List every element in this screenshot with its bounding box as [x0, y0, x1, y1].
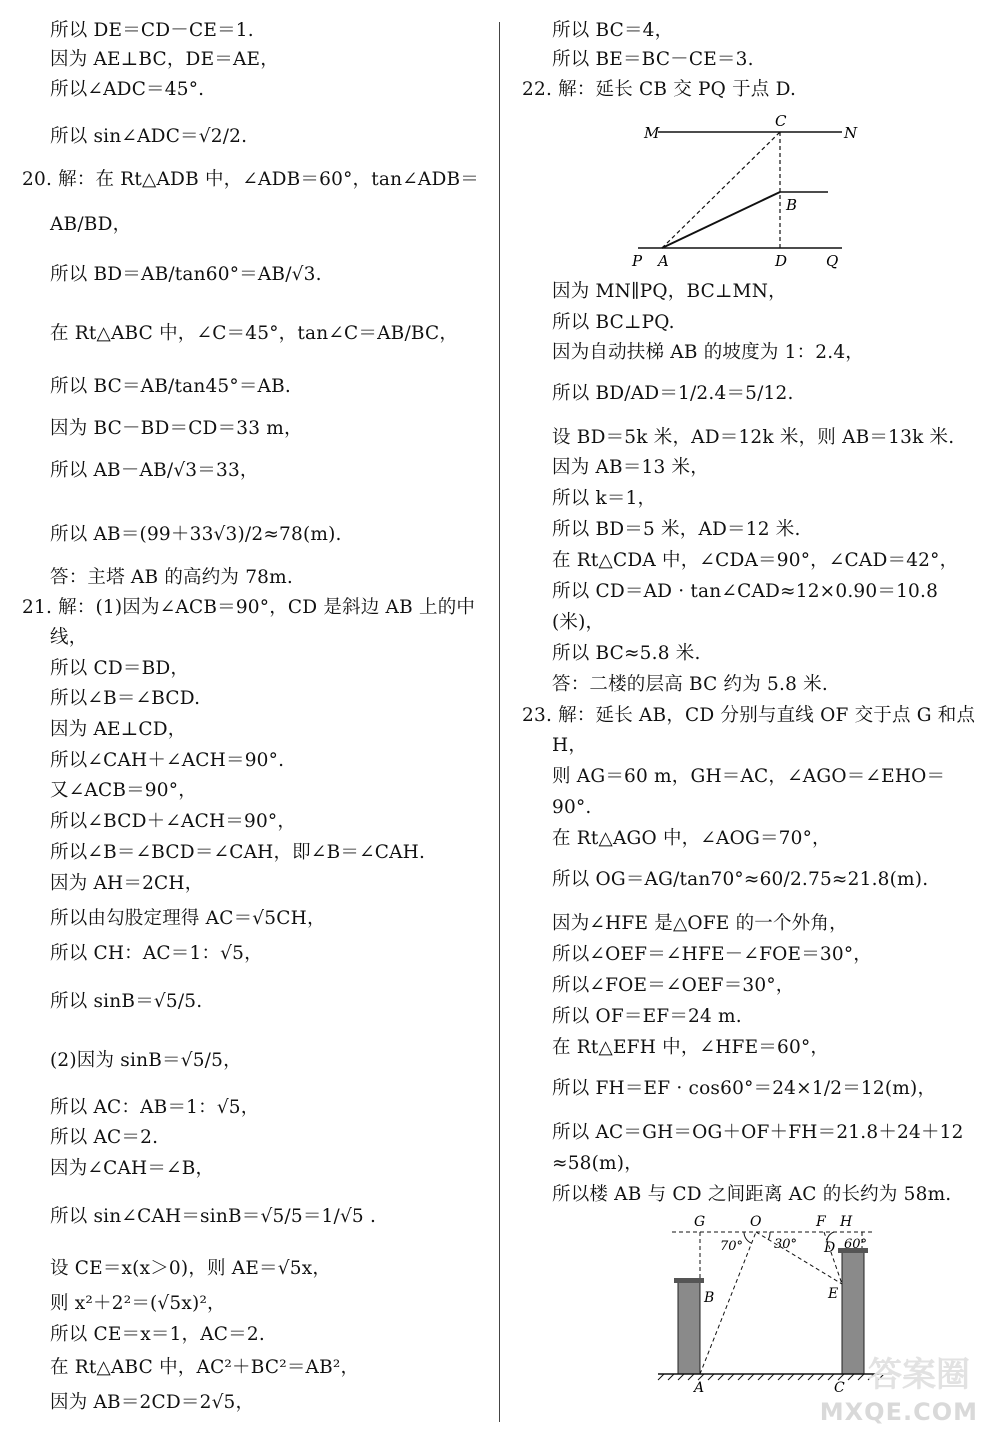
solution-line: 因为 AE⊥CD， — [50, 719, 187, 740]
solution-line: 因为 MN∥PQ，BC⊥MN， — [552, 281, 787, 302]
label-b: B — [786, 196, 798, 214]
building-ab — [678, 1282, 700, 1374]
solution-line: 所以 OG＝AG/tan70°≈60/2.75≈21.8(m). — [552, 869, 929, 890]
solution-line: 所以 FH＝EF · cos60°＝24×1/2＝12(m)， — [552, 1078, 937, 1099]
angle-arc-70 — [744, 1232, 751, 1243]
solution-line: 所以∠BCD＋∠ACH＝90°， — [50, 811, 297, 832]
solution-line: (2)因为 sinB＝√5/5， — [50, 1050, 242, 1071]
solution-line: 又∠ACB＝90°， — [50, 780, 197, 801]
answer-line: 答：二楼的层高 BC 约为 5.8 米. — [552, 674, 828, 695]
label-b: B — [704, 1290, 715, 1306]
solution-line: 所以 sin∠CAH＝sinB＝√5/5＝1/√5 . — [50, 1206, 377, 1227]
label-n: N — [844, 124, 858, 142]
label-a: A — [694, 1380, 705, 1396]
solution-line: 所以 k＝1， — [552, 488, 657, 509]
solution-line: 所以∠B＝∠BCD＝∠CAH，即∠B＝∠CAH. — [50, 842, 426, 863]
problem-23-heading: 23. 解：延长 AB，CD 分别与直线 OF 交于点 G 和点 — [522, 705, 976, 726]
problem-20-heading: 20. 解：在 Rt△ADB 中，∠ADB＝60°，tan∠ADB＝ — [22, 169, 479, 190]
problem-21-heading: 21. 解：(1)因为∠ACB＝90°，CD 是斜边 AB 上的中 — [22, 597, 476, 618]
solution-line: 则 x²＋2²＝(√5x)²， — [50, 1293, 226, 1314]
solution-line: 因为 AB＝2CD＝2√5， — [50, 1392, 255, 1413]
solution-line: 因为自动扶梯 AB 的坡度为 1：2.4， — [552, 342, 864, 363]
solution-line: 因为∠HFE 是△OFE 的一个外角， — [552, 913, 848, 934]
label-h: H — [840, 1214, 853, 1230]
solution-line: 所以由勾股定理得 AC＝√5CH， — [50, 908, 326, 929]
label-angle-60: 60° — [844, 1237, 868, 1252]
building-cd — [842, 1252, 864, 1374]
left-column — [0, 0, 498, 1436]
solution-line: 所以 sin∠ADC＝√2/2. — [50, 126, 248, 147]
solution-line: 所以 BD＝AB/tan60°＝AB/√3. — [50, 264, 322, 285]
label-m: M — [644, 124, 660, 142]
solution-line: 所以 CE＝x＝1，AC＝2. — [50, 1324, 265, 1345]
solution-line: 所以 AC＝2. — [50, 1127, 159, 1148]
solution-line: 所以∠CAH＋∠ACH＝90°. — [50, 750, 285, 771]
solution-line: 在 Rt△AGO 中，∠AOG＝70°， — [552, 828, 831, 849]
line-ac — [662, 132, 780, 248]
solution-line: 因为 AE⊥BC，DE＝AE， — [50, 49, 279, 70]
label-p: P — [632, 252, 643, 270]
watermark-logo: 答案圈 — [868, 1355, 970, 1395]
solution-line: 在 Rt△ABC 中，∠C＝45°，tan∠C＝AB/BC， — [50, 323, 459, 344]
solution-line: 因为∠CAH＝∠B， — [50, 1158, 215, 1179]
solution-line: 所以 AC：AB＝1：√5， — [50, 1097, 260, 1118]
label-f: F — [816, 1214, 826, 1230]
label-d: D — [775, 252, 788, 270]
angle-arc-30 — [768, 1232, 770, 1240]
figure-22-diagram — [632, 110, 858, 270]
solution-line: 所以 CH：AC＝1：√5， — [50, 943, 263, 964]
solution-line: 在 Rt△ABC 中，AC²＋BC²＝AB²， — [50, 1357, 360, 1378]
label-angle-70: 70° — [720, 1239, 744, 1254]
answer-line: 答：主塔 AB 的高约为 78m. — [50, 567, 293, 588]
label-o: O — [750, 1214, 762, 1230]
solution-line: 所以 AB－AB/√3＝33， — [50, 460, 259, 481]
solution-line: 所以 BD/AD＝1/2.4＝5/12. — [552, 383, 794, 404]
problem-22-heading: 22. 解：延长 CB 交 PQ 于点 D. — [522, 79, 797, 100]
solution-line: 因为 AH＝2CH， — [50, 873, 204, 894]
solution-line: ≈58(m)， — [552, 1153, 643, 1174]
figure-23-diagram — [652, 1212, 892, 1397]
label-e: E — [828, 1286, 839, 1302]
escalator-ab — [662, 192, 780, 248]
angle-arc-60 — [827, 1232, 834, 1240]
solution-line: AB/BD， — [50, 214, 132, 235]
solution-line: 所以 BC＝4， — [552, 20, 674, 41]
solution-line: 在 Rt△EFH 中，∠HFE＝60°， — [552, 1037, 830, 1058]
building-ab-roof — [674, 1278, 704, 1283]
solution-line: 所以∠ADC＝45°. — [50, 79, 205, 100]
solution-line: 设 BD＝5k 米，AD＝12k 米，则 AB＝13k 米. — [552, 427, 955, 448]
solution-line: 所以∠OEF＝∠HFE－∠FOE＝30°， — [552, 944, 872, 965]
label-g: G — [694, 1214, 706, 1230]
solution-line: 所以楼 AB 与 CD 之间距离 AC 的长约为 58m. — [552, 1184, 952, 1205]
label-q: Q — [826, 252, 839, 270]
solution-line: 所以∠FOE＝∠OEF＝30°， — [552, 975, 795, 996]
label-c: C — [775, 112, 787, 130]
solution-line: 所以 BC＝AB/tan45°＝AB. — [50, 376, 291, 397]
solution-line: 所以 CD＝BD， — [50, 658, 190, 679]
watermark-url: MXQE.COM — [819, 1398, 978, 1426]
label-c: C — [834, 1380, 845, 1396]
solution-line: 所以 AB＝(99＋33√3)/2≈78(m). — [50, 524, 342, 545]
solution-line: 所以 OF＝EF＝24 m. — [552, 1006, 742, 1027]
solution-line: 则 AG＝60 m，GH＝AC，∠AGO＝∠EHO＝ — [552, 766, 946, 787]
label-angle-30: 30° — [774, 1237, 798, 1252]
label-a: A — [658, 252, 669, 270]
right-column — [502, 0, 1000, 1436]
ground-hatch — [658, 1374, 884, 1380]
solution-line: 设 CE＝x(x＞0)，则 AE＝√5x， — [50, 1258, 332, 1279]
solution-line: H， — [552, 735, 588, 756]
solution-line: 所以 BC≈5.8 米. — [552, 643, 701, 664]
solution-line: 在 Rt△CDA 中，∠CDA＝90°，∠CAD＝42°， — [552, 550, 959, 571]
solution-line: 90°. — [552, 797, 592, 818]
solution-line: 所以 BD＝5 米，AD＝12 米. — [552, 519, 801, 540]
solution-line: (米)， — [552, 612, 605, 633]
solution-line: 所以 DE＝CD－CE＝1. — [50, 20, 254, 41]
solution-line: 所以 CD＝AD · tan∠CAD≈12×0.90＝10.8 — [552, 581, 939, 602]
solution-line: 所以∠B＝∠BCD. — [50, 688, 201, 709]
solution-line: 线， — [50, 627, 88, 648]
label-d: D — [824, 1240, 836, 1256]
solution-line: 所以 BE＝BC－CE＝3. — [552, 49, 754, 70]
solution-line: 因为 AB＝13 米， — [552, 457, 709, 478]
solution-line: 所以 BC⊥PQ. — [552, 312, 675, 333]
solution-line: 因为 BC－BD＝CD＝33 m， — [50, 418, 303, 439]
solution-line: 所以 AC＝GH＝OG＋OF＋FH＝21.8＋24＋12 — [552, 1122, 964, 1143]
column-divider — [499, 22, 500, 1422]
solution-line: 所以 sinB＝√5/5. — [50, 991, 203, 1012]
